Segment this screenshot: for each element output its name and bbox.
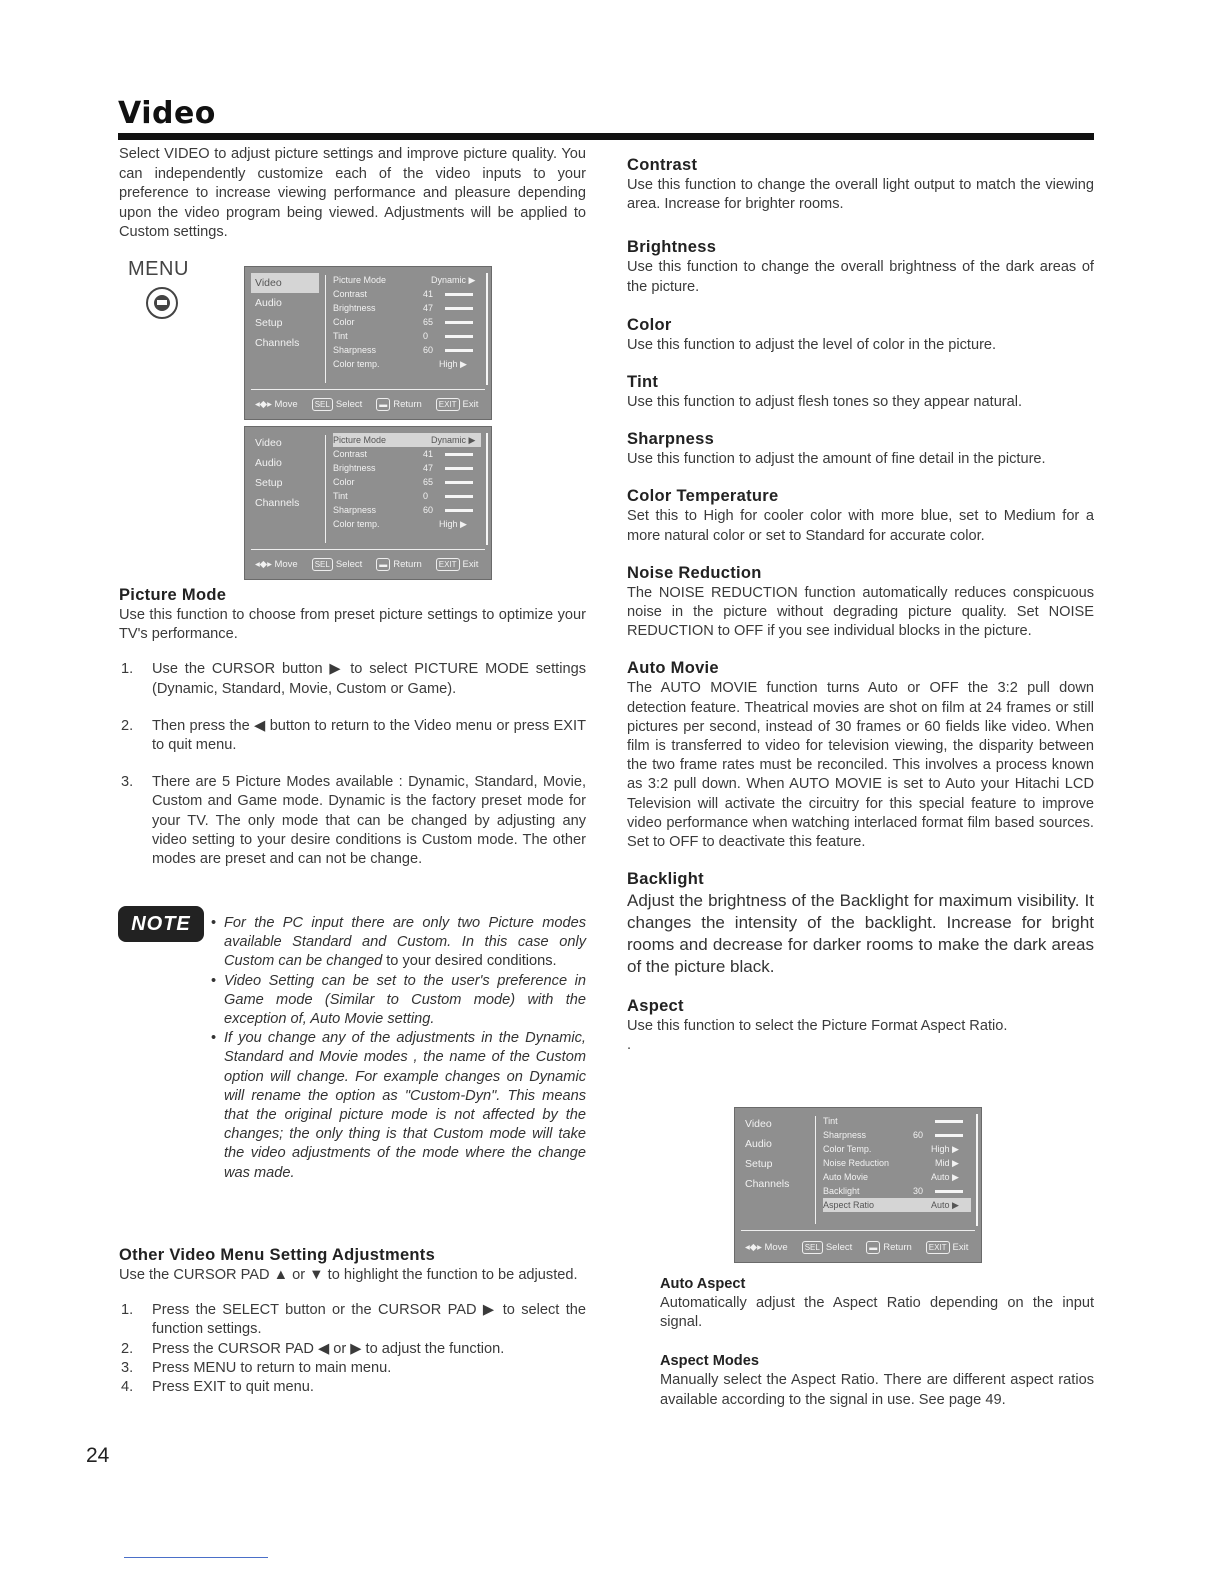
- osd-row: [333, 503, 481, 517]
- osd-footer: ◂◆▸ Move SEL Select ▬ Return EXIT Exit: [255, 555, 485, 575]
- osd-row: [823, 1156, 971, 1170]
- title-rule: [118, 133, 1094, 140]
- move-icon: ◂◆▸ Move: [745, 1242, 788, 1253]
- picture-mode-section: [119, 585, 586, 869]
- osd-row-label: Sharpness: [823, 1130, 867, 1140]
- osd-left-item: Setup: [255, 477, 283, 489]
- page-number: 24: [86, 1444, 110, 1467]
- aspect-modes-heading: Aspect Modes: [660, 1353, 759, 1370]
- osd-row: [823, 1128, 971, 1142]
- osd-left-item: Video: [745, 1118, 772, 1130]
- osd-row-value: 60: [423, 505, 434, 515]
- osd-row-label: Color Temp.: [823, 1144, 872, 1154]
- contrast-text: Use this function to change the overall light output to match the viewing area. Increase for brighter rooms.: [627, 177, 1094, 213]
- osd-row-label: Sharpness: [333, 505, 377, 515]
- list-item: 3. Press MENU to return to main menu.: [121, 1359, 392, 1376]
- osd-row-value: 60: [913, 1130, 924, 1140]
- osd-row-label: Auto Movie: [823, 1172, 869, 1182]
- osd-row-label: Color temp.: [333, 519, 380, 529]
- osd-row: [823, 1184, 971, 1198]
- color-heading: Color: [627, 315, 672, 334]
- tint-text: Use this function to adjust flesh tones so they appear natural.: [627, 394, 1023, 411]
- osd-left-item: Video: [251, 273, 319, 293]
- osd-row: [333, 517, 481, 531]
- osd-row-label: Brightness: [333, 463, 376, 473]
- move-icon: ◂◆▸ Move: [255, 559, 298, 570]
- aspect-heading: Aspect: [627, 997, 684, 1016]
- osd-row-value: Mid ▶: [935, 1158, 959, 1168]
- osd-row: [333, 301, 481, 315]
- osd-row-value: High ▶: [439, 359, 467, 369]
- aspect-text: Use this function to select the Picture Format Aspect Ratio.: [627, 1018, 1008, 1035]
- backlight-text: Adjust the brightness of the Backlight for maximum visibility. It changes the intensity of the backlight. Increase for bright rooms and decrease for darker rooms to make the dark areas of the picture black.: [627, 891, 1094, 977]
- intro-paragraph: Select VIDEO to adjust picture settings and improve picture quality. You can independently customize each of the video inputs to your preference to increase viewing performance and pleasure depending upon the video program being viewed. Adjustments will be applied to Custom settings.: [119, 146, 586, 241]
- osd-row-label: Color temp.: [333, 359, 380, 369]
- list-item: 3. There are 5 Picture Modes available : Dynamic, Standard, Movie, Custom and Game mode. Dynamic is the factory preset mode for your TV. The only mode that can be changed by adjusting any video setting to your desire conditions is Custom mode. The other modes are preset and can not be change.: [121, 774, 586, 868]
- list-item: 1. Press the SELECT button or the CURSOR PAD ▶ to select the function settings.: [121, 1302, 586, 1338]
- osd-left-item: Audio: [255, 457, 282, 469]
- page-title: Video: [118, 96, 216, 131]
- other-adjustments-text: Use the CURSOR PAD ▲ or ▼ to highlight the function to be adjusted.: [119, 1267, 578, 1283]
- osd-row-value: 65: [423, 477, 434, 487]
- osd-row-label: Tint: [333, 491, 348, 501]
- note-list: [208, 914, 586, 1183]
- menu-button-icon: [146, 287, 178, 319]
- osd-row-value: 41: [423, 289, 434, 299]
- osd-row: [333, 343, 481, 357]
- noise-reduction-heading: Noise Reduction: [627, 563, 762, 582]
- left-column: [119, 145, 586, 243]
- osd-row-value: 0: [423, 331, 429, 341]
- osd-row-value: 65: [423, 317, 434, 327]
- osd-row: [333, 357, 481, 371]
- menu-label: MENU: [128, 258, 189, 280]
- osd-video-menu-2: [244, 426, 492, 580]
- osd-row-value: Dynamic ▶: [431, 435, 476, 445]
- osd-row: [333, 475, 481, 489]
- osd-left-item: Channels: [255, 497, 300, 509]
- osd-left-item: Audio: [255, 297, 282, 309]
- osd-footer: ◂◆▸ Move SEL Select ▬ Return EXIT Exit: [255, 395, 485, 415]
- auto-movie-text: The AUTO MOVIE function turns Auto or OFF the 3:2 pull down detection feature. Theatrical movies are shot on film at 24 frames or still pictures per second, instead of 30 frames or 60 fields like video. When film is transferred to video for television viewing, the disparity between the two frame rates must be reconciled. This involves a process known as 3:2 pull down. When AUTO MOVIE is set to Auto your Hitachi LCD Television will activate the circuitry for this special feature to improve video performance when watching interlaced format film based sources. Set to OFF to deactivate this feature.: [627, 680, 1094, 851]
- auto-aspect-heading: Auto Aspect: [660, 1276, 746, 1292]
- osd-row: [333, 287, 481, 301]
- list-item: 4. Press EXIT to quit menu.: [121, 1379, 314, 1396]
- note-item: • Video Setting can be set to the user's preference in Game mode (Similar to Custom mode) with the exception of, Auto Movie setting.: [211, 972, 586, 1028]
- auto-aspect-text: Automatically adjust the Aspect Ratio depending on the input signal.: [660, 1295, 1094, 1331]
- osd-row: [333, 315, 481, 329]
- sharpness-text: Use this function to adjust the amount of fine detail in the picture.: [627, 451, 1046, 468]
- other-adjustments-heading: Other Video Menu Setting Adjustments: [119, 1246, 436, 1264]
- color-temperature-heading: Color Temperature: [627, 487, 779, 506]
- osd-row-label: Tint: [333, 331, 348, 341]
- osd-row-label: Noise Reduction: [823, 1158, 890, 1168]
- osd-row-label: Color: [333, 317, 355, 327]
- osd-video-menu-1: [244, 266, 492, 420]
- aspect-sub-section: [660, 1274, 1094, 1410]
- list-item: 2. Then press the ◀ button to return to the Video menu or press EXIT to quit menu.: [121, 717, 586, 754]
- right-column: [627, 155, 1094, 1056]
- osd-row-value: 47: [423, 463, 434, 473]
- osd-row-value: Auto ▶: [931, 1172, 959, 1182]
- contrast-heading: Contrast: [627, 156, 698, 174]
- other-adjustments-section: [119, 1245, 586, 1397]
- osd-row-value: 47: [423, 303, 434, 313]
- osd-row-label: Picture Mode: [333, 275, 387, 285]
- osd-row: [333, 273, 481, 287]
- osd-left-item: Setup: [745, 1158, 773, 1170]
- osd-row-value: 30: [913, 1186, 924, 1196]
- osd-row: [823, 1114, 971, 1128]
- osd-row: [333, 433, 481, 447]
- osd-row: [823, 1198, 971, 1212]
- osd-left-item: Setup: [255, 317, 283, 329]
- osd-row-label: Color: [333, 477, 355, 487]
- osd-row-value: High ▶: [931, 1144, 959, 1154]
- osd-row: [333, 489, 481, 503]
- auto-movie-heading: Auto Movie: [627, 659, 719, 678]
- osd-row-label: Brightness: [333, 303, 376, 313]
- tint-heading: Tint: [627, 373, 659, 392]
- osd-row-label: Contrast: [333, 449, 368, 459]
- picture-mode-steps: [119, 660, 586, 869]
- osd-footer: ◂◆▸ Move SEL Select ▬ Return EXIT Exit: [745, 1238, 975, 1258]
- osd-left-item: Audio: [745, 1138, 772, 1150]
- osd-left-item: Channels: [255, 337, 300, 349]
- osd-video-menu-3: [734, 1107, 982, 1263]
- brightness-heading: Brightness: [627, 238, 717, 257]
- osd-row-value: 41: [423, 449, 434, 459]
- list-item: 1. Use the CURSOR button ▶ to select PICTURE MODE settings (Dynamic, Standard, Movie, Custom or Game).: [121, 661, 586, 697]
- move-icon: ◂◆▸ Move: [255, 399, 298, 410]
- color-text: Use this function to adjust the level of color in the picture.: [627, 336, 997, 353]
- footer-rule: [124, 1557, 268, 1558]
- osd-row-value: 0: [423, 491, 429, 501]
- osd-row-label: Contrast: [333, 289, 368, 299]
- color-temperature-text: Set this to High for cooler color with more blue, set to Medium for a more natural color or set to Standard for accurate color.: [627, 508, 1094, 544]
- osd-row-value: 60: [423, 345, 434, 355]
- aspect-dot: .: [627, 1037, 632, 1054]
- sharpness-heading: Sharpness: [627, 430, 715, 449]
- list-item: 2. Press the CURSOR PAD ◀ or ▶ to adjust the function.: [121, 1340, 505, 1357]
- osd-row-value: High ▶: [439, 519, 467, 529]
- osd-row: [333, 329, 481, 343]
- osd-left-item: Video: [255, 437, 282, 449]
- other-adjustments-steps: [119, 1301, 586, 1397]
- osd-row-label: Tint: [823, 1116, 838, 1126]
- note-badge: NOTE: [118, 906, 204, 942]
- noise-reduction-text: The NOISE REDUCTION function automatically reduces conspicuous noise in the picture without degrading picture quality. Set NOISE REDUCTION to OFF if you see individual blocks in the picture.: [627, 584, 1094, 640]
- osd-row-value: Dynamic ▶: [431, 275, 476, 285]
- note-item: • For the PC input there are only two Picture modes available Standard and Custom. In this case only Custom can be changed to your desired conditions.: [211, 915, 586, 970]
- osd-row-label: Backlight: [823, 1186, 860, 1196]
- picture-mode-text: Use this function to choose from preset picture settings to optimize your TV's performance.: [119, 607, 586, 643]
- osd-row: [823, 1170, 971, 1184]
- osd-row: [333, 461, 481, 475]
- osd-row: [333, 447, 481, 461]
- osd-row-label: Picture Mode: [333, 435, 387, 445]
- osd-row: [823, 1142, 971, 1156]
- osd-left-item: Channels: [745, 1178, 790, 1190]
- osd-row-label: Aspect Ratio: [823, 1200, 875, 1210]
- aspect-modes-text: Manually select the Aspect Ratio. There are different aspect ratios available according to the signal in use. See page 49.: [660, 1372, 1094, 1408]
- osd-row-value: Auto ▶: [931, 1200, 959, 1210]
- osd-row-label: Sharpness: [333, 345, 377, 355]
- backlight-heading: Backlight: [627, 870, 704, 889]
- picture-mode-heading: Picture Mode: [119, 586, 227, 604]
- note-item: • If you change any of the adjustments in the Dynamic, Standard and Movie modes , the name of the Custom option will change. For example changes on Dynamic will rename the option as "Custom-Dyn". This means that the original picture mode is not affected by the changes; the only thing is that Custom mode will take the video adjustments of the mode where the change was made.: [211, 1030, 586, 1181]
- brightness-text: Use this function to change the overall brightness of the dark areas of the picture.: [627, 259, 1094, 295]
